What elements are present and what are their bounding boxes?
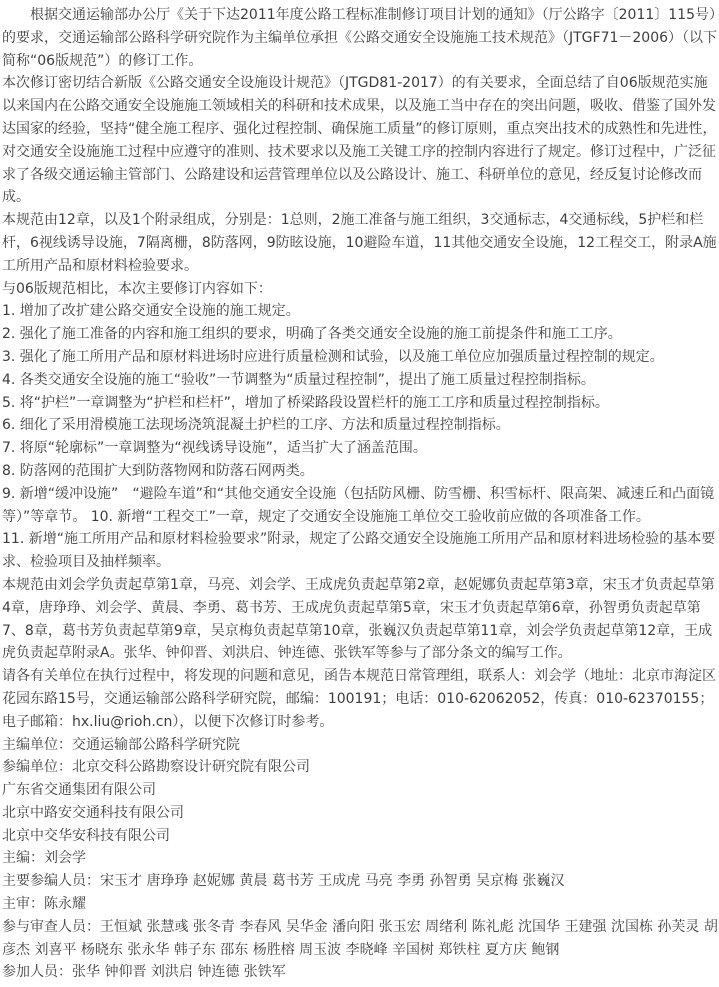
paragraph-changes-intro: 与06版规范相比，本次主要修订内容如下： bbox=[2, 280, 272, 297]
line-co-editor-unit-2: 广东省交通集团有限公司 bbox=[2, 782, 156, 799]
change-item-3: 3. 强化了施工所用产品和原材料进场时应进行质量检测和试验，以及施工单位应加强质量过程控制的规定。 bbox=[2, 348, 664, 365]
change-item-5: 5. 将“护栏”一章调整为“护栏和栏杆”，增加了桥梁路段设置栏杆的施工工序和质量过程控制指标。 bbox=[2, 394, 609, 411]
change-item-7: 7. 将原“轮廓标”一章调整为“视线诱导设施”，适当扩大了涵盖范围。 bbox=[2, 440, 427, 457]
line-main-participants: 主要参编人员：宋玉才 唐琤琤 赵妮娜 黄晨 葛书芳 王成虎 马亮 李勇 孙智勇 吴京梅 张巍汉 bbox=[2, 873, 565, 890]
line-chief-reviewer: 主审：陈永耀 bbox=[2, 896, 86, 913]
line-chief-editor-unit: 主编单位：交通运输部公路科学研究院 bbox=[2, 736, 240, 753]
line-chief-editor: 主编：刘会学 bbox=[2, 850, 86, 867]
line-review-panel: 参与审查人员：王恒斌 张慧彧 张冬青 李春风 吴华金 潘向阳 张玉宏 周绪利 陈礼彪 沈国华 王建强 沈国栋 孙芙灵 胡彦杰 刘喜平 杨晓东 张永华 韩子东 邵东 杨胜榕 周玉波 李晓峰 辛国树 郑铁柱 夏方庆 鲍钢 bbox=[2, 918, 718, 958]
change-item-9-10: 9. 新增“缓冲设施” “避险车道”和“其他交通安全设施（包括防风栅、防雪栅、积雪标杆、限高架、减速丘和凸面镜等）”等章节。 10. 新增“工程交工”一章，规定了交通安全设施施工单位交工验收前应做的各项准备工作。 bbox=[2, 485, 715, 525]
change-item-1: 1. 增加了改扩建公路交通安全设施的施工规定。 bbox=[2, 303, 300, 320]
change-item-4: 4. 各类交通安全设施的施工“验收”一节调整为“质量过程控制”，提出了施工质量过程控制指标。 bbox=[2, 371, 595, 388]
line-other-participants: 参加人员：张华 钟仰晋 刘洪启 钟连德 张铁军 bbox=[2, 964, 286, 981]
line-co-editor-unit-3: 北京中路安交通科技有限公司 bbox=[2, 804, 184, 821]
line-co-editor-unit-1: 参编单位：北京交科公路勘察设计研究院有限公司 bbox=[2, 759, 310, 776]
paragraph-basis: 根据交通运输部办公厅《关于下达2011年度公路工程标准制修订项目计划的通知》（厅公路字〔2011〕115号）的要求，交通运输部公路科学研究院作为主编单位承担《公路交通安全设施施工技术规范》（JTGF71－2006）（以下简称“06版规范”）的修订工作。 bbox=[2, 7, 718, 69]
change-item-6: 6. 细化了采用滑模施工法现场浇筑混凝土护栏的工序、方法和质量过程控制指标。 bbox=[2, 417, 510, 434]
paragraph-drafting-credits: 本规范由刘会学负责起草第1章，马亮、刘会学、王成虎负责起草第2章，赵妮娜负责起草第3章，宋玉才负责起草第4章，唐琤琤、刘会学、黄晨、李勇、葛书芳、王成虎负责起草第5章，宋玉才负责起草第6章，孙智勇负责起草第7、8章，葛书芳负责起草第9章，吴京梅负责起草第10章，张巍汉负责起草第11章，刘会学负责起草第12章，王成虎负责起草附录A。张华、钟仰晋、刘洪启、钟连德、张铁军等参与了部分条文的编写工作。 bbox=[2, 576, 715, 662]
change-item-2: 2. 强化了施工准备的内容和施工组织的要求，明确了各类交通安全设施的施工前提条件和施工工序。 bbox=[2, 326, 622, 343]
line-co-editor-unit-4: 北京中交华安科技有限公司 bbox=[2, 827, 170, 844]
paragraph-feedback-contact: 请各有关单位在执行过程中，将发现的问题和意见，函告本规范日常管理组，联系人：刘会学（地址：北京市海淀区花园东路15号，交通运输部公路科学研究院，邮编：100191；电话：010-62062052，传真：010-62370155；电子邮箱：hx.liu@rioh.cn），以便下次修订时参考。 bbox=[2, 668, 716, 730]
change-item-11: 11. 新增“施工所用产品和原材料检验要求”附录，规定了公路交通安全设施施工所用产品和原材料进场检验的基本要求、检验项目及抽样频率。 bbox=[2, 531, 716, 571]
change-item-8: 8. 防落网的范围扩大到防落物网和防落石网两类。 bbox=[2, 462, 314, 479]
paragraph-structure: 本规范由12章，以及1个附录组成，分别是：1总则，2施工准备与施工组织，3交通标志，4交通标线，5护栏和栏杆，6视线诱导设施，7隔离栅，8防落网，9防眩设施，10避险车道，11其他交通安全设施，12工程交工，附录A施工所用产品和原材料检验要求。 bbox=[2, 212, 717, 274]
paragraph-revision-background: 本次修订密切结合新版《公路交通安全设施设计规范》（JTGD81-2017）的有关要求，全面总结了自06版规范实施以来国内在公路交通安全设施施工领域相关的科研和技术成果，以及施工当中存在的突出问题，吸收、借鉴了国外发达国家的经验，坚持“健全施工程序、强化过程控制、确保施工质量”的修订原则，重点突出技术的成熟性和先进性，对交通安全设施施工过程中应遵守的准则、技术要求以及施工关键工序的控制内容进行了规定。修订过程中，广泛征求了各级交通运输主管部门、公路建设和运营管理单位以及公路设计、施工、科研单位的意见，经反复讨论修改而成。 bbox=[2, 75, 717, 206]
